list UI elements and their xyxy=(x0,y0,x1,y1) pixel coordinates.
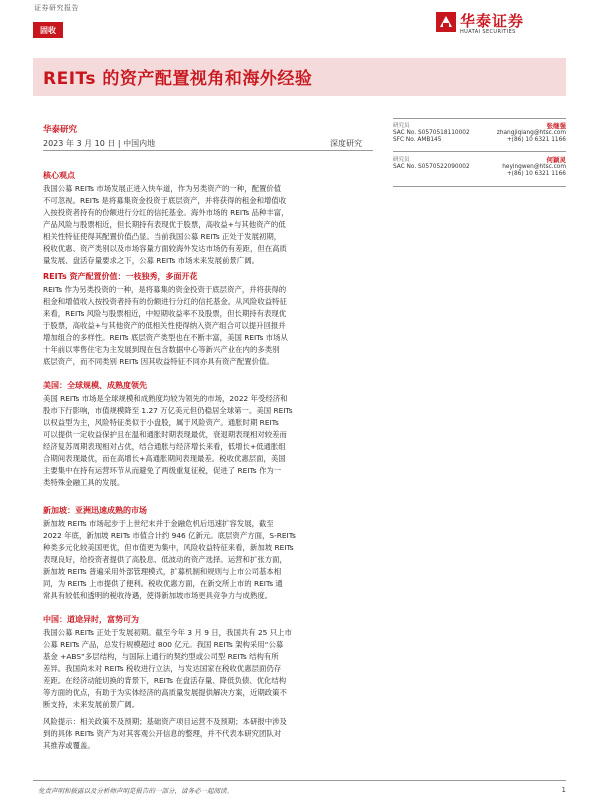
analyst-name: 何颖灵 xyxy=(546,156,566,164)
text-line: 其推荐或覆盖。 xyxy=(43,741,95,750)
text-line: 量发展、盘活存量要求之下，公募 REITs 市场未来发展前景广阔。 xyxy=(43,256,259,265)
analyst-email[interactable]: heyingwen@htsc.com xyxy=(502,164,566,170)
footer-divider xyxy=(33,780,566,781)
section-title: 核心观点 xyxy=(43,171,75,180)
text-line: 我国公募 REITs 正处于发展初期。截至今年 3 月 9 日，我国共有 25 只上市 xyxy=(43,628,292,637)
analyst-role: 研究员 xyxy=(393,123,410,129)
section-body xyxy=(43,393,373,489)
logo-text-en: HUATAI SECURITIES xyxy=(460,29,516,35)
text-line: 入按投资者持有的份额进行分红的信托基金。海外市场的 REITs 品种丰富， xyxy=(43,208,289,217)
text-line: 种类多元化较美国更优，但市值更为集中，风险收益特征来看，新加坡 REITs xyxy=(43,543,294,552)
section-title: 新加坡：亚洲迅速成熟的市场 xyxy=(43,506,147,515)
text-line: 风险提示：相关政策不及预期；基础资产项目运营不及预期；本研报中涉及 xyxy=(43,717,287,726)
company-logo xyxy=(436,10,566,36)
text-line: 新加坡 REITs 市场起步于上世纪末并于金融危机后迅速扩容发展，截至 xyxy=(43,519,274,528)
header-divider xyxy=(43,150,373,151)
text-line: 以权益型为主，风险特征类似于小盘股，属于风险资产。通胀时期 REITs xyxy=(43,418,279,427)
text-line: 表现良好，给投资者提供了高股息、低波动的资产选择。运营和扩张方面， xyxy=(43,555,287,564)
text-line: 类特殊金融工具的发展。 xyxy=(43,478,125,487)
text-line: 常具有较低和透明的税收待遇，使得新加坡市场更具竞争力与成熟度。 xyxy=(43,591,273,600)
analyst-sfc: SFC No. AMB145 xyxy=(393,137,442,143)
huatai-logo-icon xyxy=(436,12,456,32)
section-body xyxy=(43,183,373,267)
analyst-name: 张继强 xyxy=(546,122,566,130)
analyst-divider-top xyxy=(393,118,566,119)
analyst-role: 研究员 xyxy=(393,157,410,163)
text-line: 2022 年底，新加坡 REITs 市值合计约 946 亿新元。底层资产方面，S-REITs xyxy=(43,531,296,540)
section-body xyxy=(43,284,373,368)
category-badge: 固收 xyxy=(33,22,63,38)
analyst-sac: SAC No. S0570518110002 xyxy=(393,130,470,136)
text-line: 于股票，高收益+与其他资产的低相关性使得纳入资产组合可以提升回报并 xyxy=(43,321,286,330)
section-title: REITs 资产配置价值：一枝独秀，多面开花 xyxy=(43,272,198,281)
research-org: 华泰研究 xyxy=(43,125,78,135)
section-title: 美国：全球规模、成熟度领先 xyxy=(43,381,147,390)
risk-warning xyxy=(43,716,373,752)
report-doc-type: 深度研究 xyxy=(330,139,362,148)
text-line: 股市下行影响，市值规模降至 1.27 万亿美元但仍稳居全球第一。美国 REITs xyxy=(43,406,293,415)
text-line: 到的具体 REITs 资产为对其客观公开信息的整理，并不代表本研究团队对 xyxy=(43,729,282,738)
analyst-email[interactable]: zhangjiqiang@htsc.com xyxy=(496,130,566,136)
report-title: REITs 的资产配置视角和海外经验 xyxy=(43,69,313,89)
text-line: 十年前以零售住宅为主发展到现在包含数据中心等新兴产业在内的多类别 xyxy=(43,345,280,354)
analyst-phone: +(86) 10 6321 1166 xyxy=(506,171,566,177)
section-title: 中国：道途异时，富势可为 xyxy=(43,615,139,624)
text-line: 经济复苏周期表现相对占优，结合通胀与经济增长来看，低增长+低通胀组 xyxy=(43,442,286,451)
analyst-card xyxy=(393,155,566,177)
text-line: 断支持，未来发展前景广阔。 xyxy=(43,700,140,709)
text-line: 差异。我国尚未对 REITs 税收进行立法，与发达国家在税收优惠层面仍存 xyxy=(43,664,282,673)
page-number: 1 xyxy=(561,786,566,794)
disclaimer-footer: 免责声明和披露以及分析师声明是报告的一部分，请务必一起阅读。 xyxy=(38,787,233,795)
text-line: 可以提供一定收益保护且在温和通胀时期表现最优，衰退期表现相对较差而 xyxy=(43,430,287,439)
analyst-sac: SAC No. S0570522090002 xyxy=(393,164,470,170)
report-type-label: 证券研究报告 xyxy=(34,4,79,12)
text-line: 产品风险与股票相近，但长期持有表现优于股票，高收益+与其他资产的低 xyxy=(43,220,286,229)
text-line: 不可忽视。REITs 是将募集资金投资于底层资产，并将获得的租金和增值收 xyxy=(43,196,287,205)
text-line: 主要集中在持有运营环节从而避免了两级重复征税，促进了 REITs 作为一 xyxy=(43,466,282,475)
logo-text-cn: 华泰证券 xyxy=(460,12,525,30)
text-line: 增加组合的多样性。REITs 底层资产类型也在不断丰富，美国 REITs 市场从 xyxy=(43,333,288,342)
text-line: 我国公募 REITs 市场发展正进入快车道，作为另类资产的一种，配置价值 xyxy=(43,184,282,193)
text-line: 底层资产，而不同类别 REITs 因其收益特征不同亦具有资产配置价值。 xyxy=(43,357,274,366)
text-line: 相关性特征使得其配置价值凸显。当前我国公募 REITs 正处于发展初期， xyxy=(43,232,282,241)
section-body xyxy=(43,518,373,602)
analyst-divider-bottom xyxy=(393,186,566,187)
text-line: 美国 REITs 市场是全球规模和成熟度均较为领先的市场，2022 年受经济和 xyxy=(43,394,288,403)
text-line: 来看，REITs 风险与股票相近，中短期收益率不及股票，但长期持有表现优 xyxy=(43,309,287,318)
text-line: 公募 REITs 产品，总发行规模超过 800 亿元。我国 REITs 架构采用“公募 xyxy=(43,640,284,649)
analyst-divider-mid xyxy=(393,151,566,152)
text-line: 税收优惠、资产类别以及市场容量方面较海外发达市场仍有差距，但在高质 xyxy=(43,244,287,253)
text-line: 合期间表现最优，而在高增长+高通胀期间表现最差。税收优惠层面，美国 xyxy=(43,454,286,463)
text-line: 租金和增值收入按投资者持有的份额进行分红的信托基金。从风险收益特征 xyxy=(43,297,287,306)
text-line: 新加坡 REITs 普遍采用外部管理模式，扩募机制和规则与上市公司基本相 xyxy=(43,567,282,576)
text-line: 等方面的优点，有助于为实体经济的高质量发展提供解决方案，近期政策不 xyxy=(43,688,287,697)
report-date: 2023 年 3 月 10 日 | 中国内地 xyxy=(43,139,156,148)
text-line: 同，为 REITs 上市提供了便利。税收优惠方面，在新交所上市的 REITs 通 xyxy=(43,579,283,588)
analyst-card xyxy=(393,121,566,143)
text-line: 差距。在经济动能切换的背景下，REITs 在盘活存量、降低负债、优化结构 xyxy=(43,676,287,685)
analyst-phone: +(86) 10 6321 1166 xyxy=(506,137,566,143)
text-line: 基金 +ABS”多层结构，与国际上通行的契约型或公司型 REITs 结构有所 xyxy=(43,652,279,661)
section-body xyxy=(43,627,373,711)
text-line: REITs 作为另类投资的一种，是将募集的资金投资于底层资产，并将获得的 xyxy=(43,285,287,294)
